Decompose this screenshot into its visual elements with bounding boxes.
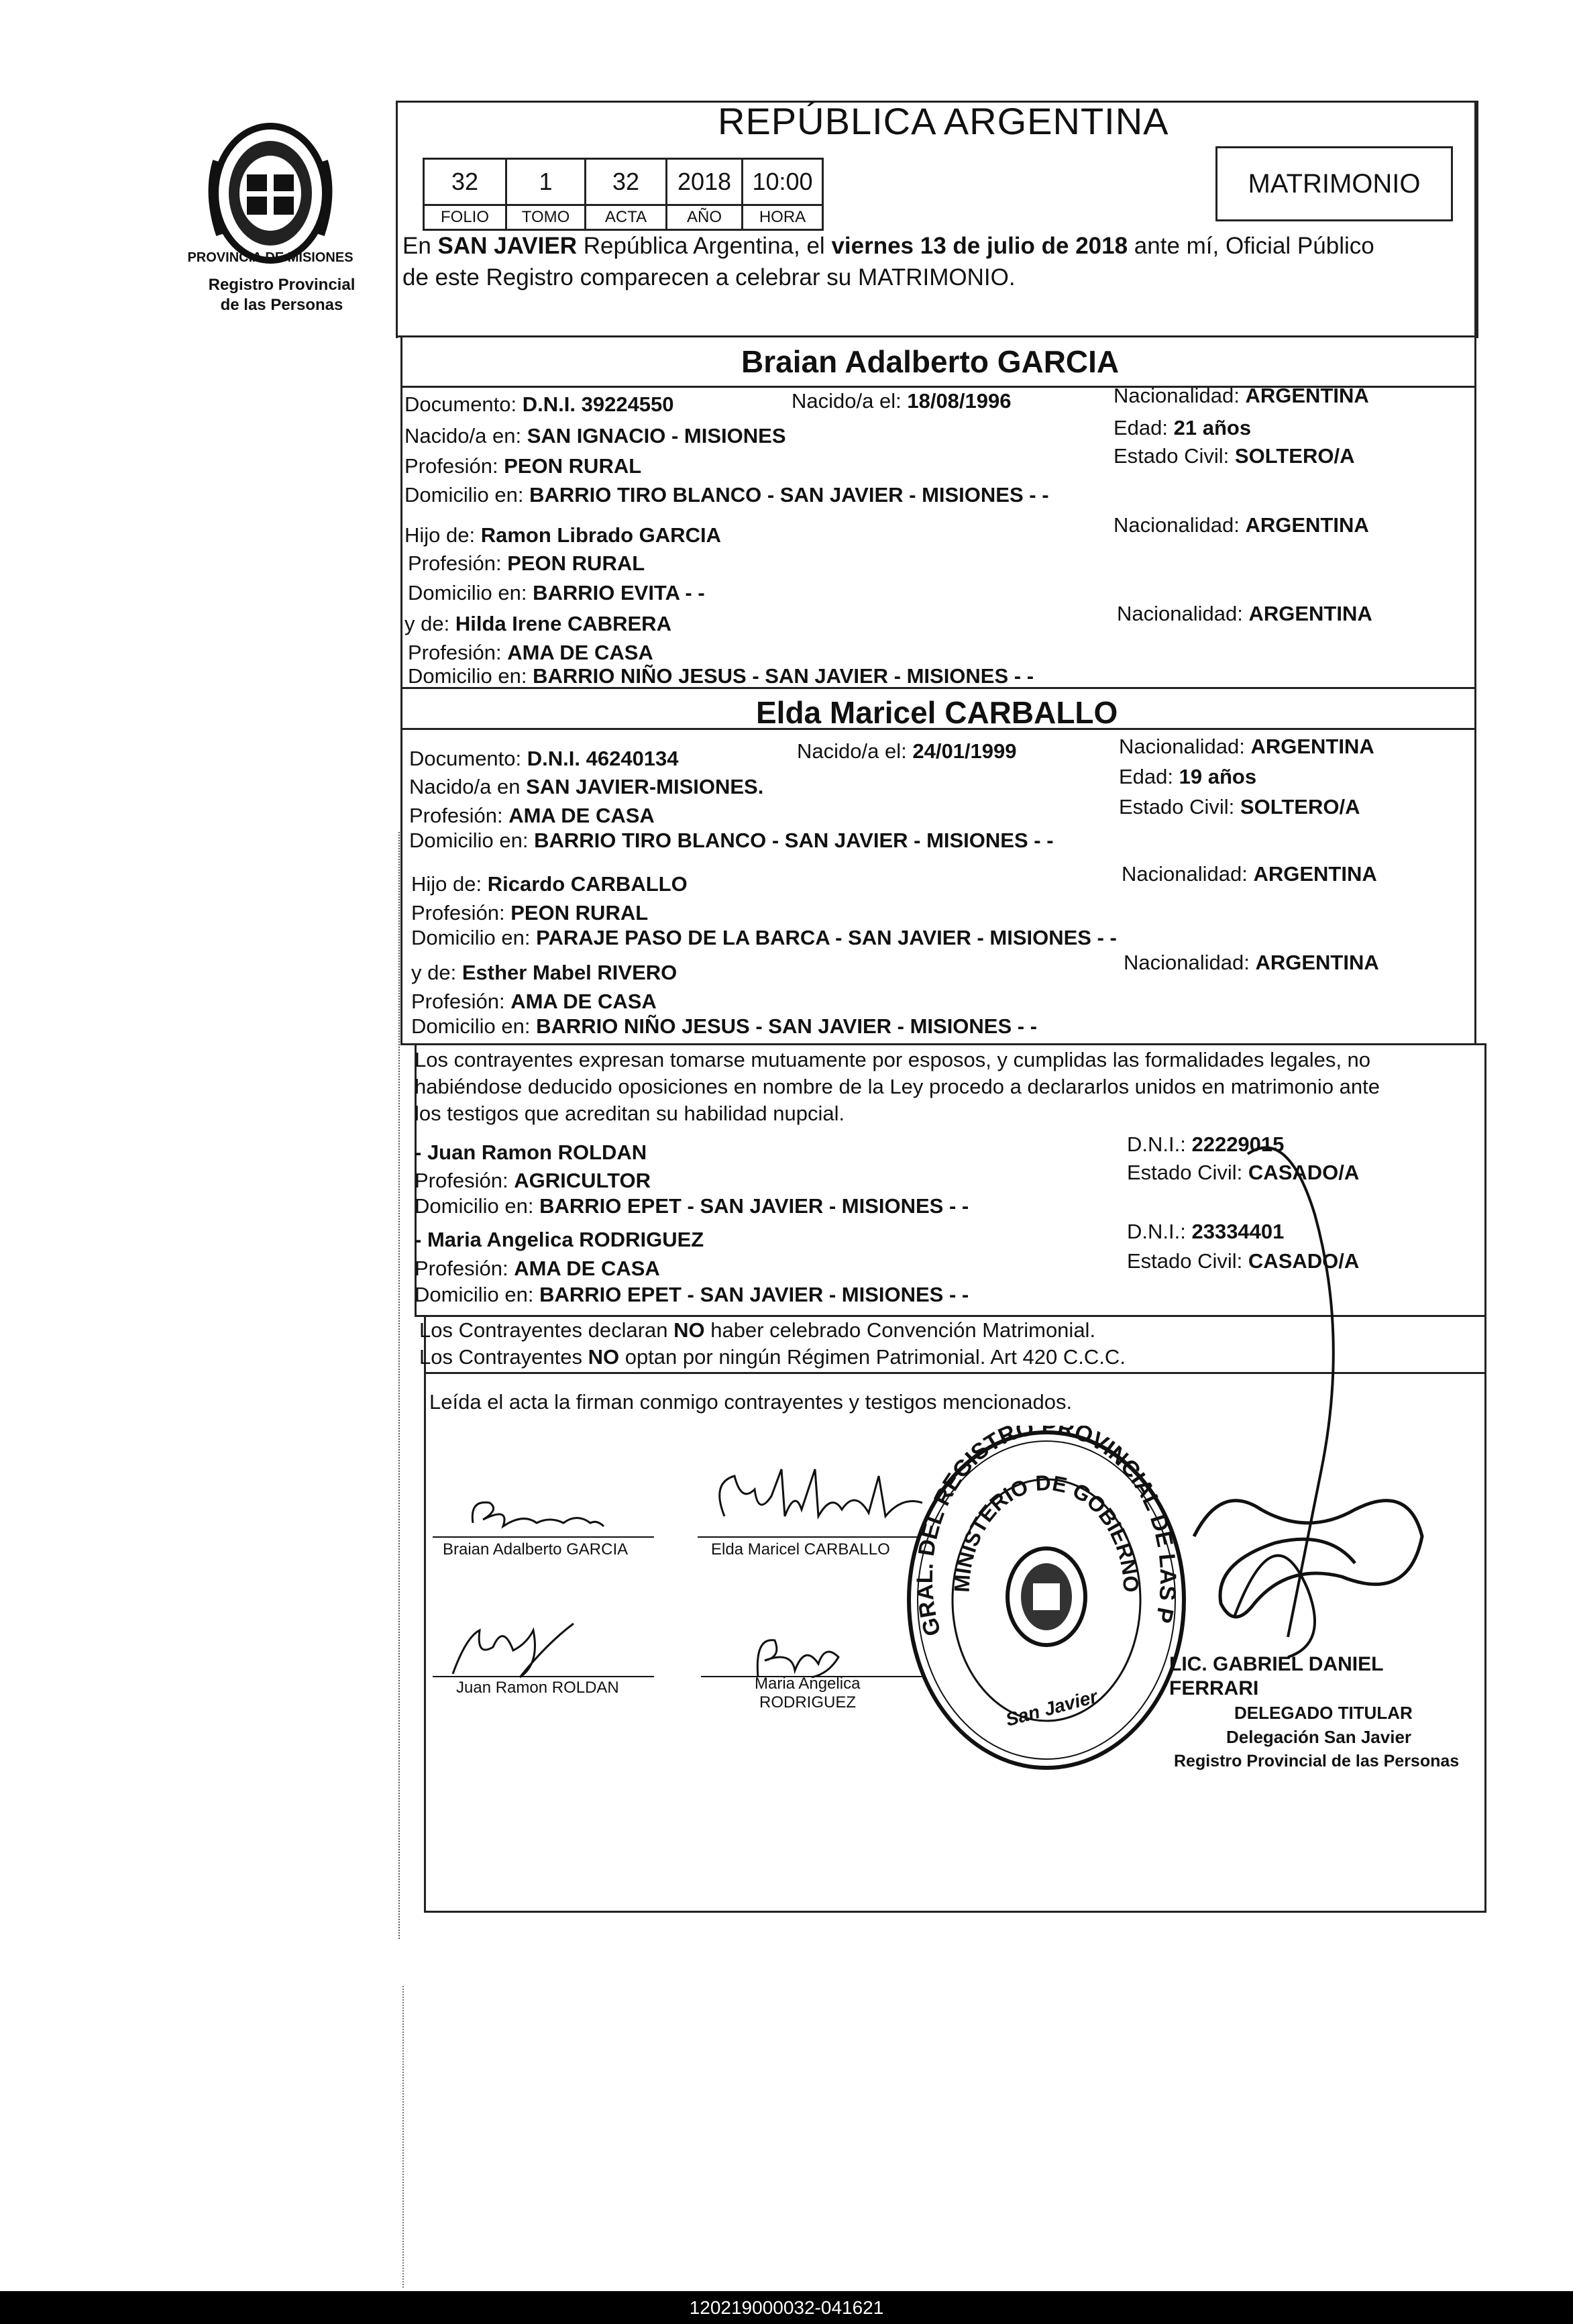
value: SOLTERO/A	[1234, 444, 1355, 468]
label: Hijo de:	[404, 523, 476, 547]
label: Domicilio en:	[409, 829, 529, 852]
official-office: Delegación San Javier	[1226, 1727, 1412, 1747]
official-seal	[899, 1426, 1194, 1775]
official-stamp	[1164, 1652, 1472, 1773]
intro-line2: de este Registro comparecen a celebrar su MATRIMONIO.	[402, 264, 1016, 290]
witness1-signature-label: Juan Ramon ROLDAN	[456, 1679, 619, 1697]
groom-documento	[404, 392, 674, 417]
ano-label: AÑO	[667, 205, 743, 230]
label: Domicilio en:	[404, 483, 524, 507]
bride-profession	[409, 804, 655, 828]
label: Nacido/a en	[409, 775, 521, 798]
groom-mother-address	[408, 664, 1034, 688]
lower-frame-left2	[424, 1315, 426, 1911]
declaration-line2: habiéndose deducido oposiciones en nombre de la Ley procedo a declararlos unidos en matrimonio ante	[415, 1075, 1380, 1098]
value: BARRIO TIRO BLANCO - SAN JAVIER - MISIONES - -	[529, 483, 1049, 507]
value: BARRIO EVITA - -	[533, 581, 705, 604]
act-type-box: MATRIMONIO	[1215, 146, 1453, 221]
bride-address	[409, 829, 1054, 853]
seal-outer-text: GRAL. DEL REGISTRO PROVINCIAL DE LAS P	[912, 1426, 1181, 1639]
label: Domicilio en:	[415, 1194, 534, 1218]
witness2-signature-label1: Maria Angelica	[755, 1675, 861, 1693]
bride-name: Elda Maricel CARBALLO	[756, 695, 1118, 730]
folio-label: FOLIO	[424, 205, 506, 230]
registry-caption-line2: de las Personas	[220, 296, 343, 314]
margin-mark-left	[398, 832, 400, 1939]
label: Estado Civil:	[1127, 1249, 1243, 1273]
label: Nacionalidad:	[1119, 735, 1245, 758]
label: Profesión:	[411, 990, 505, 1013]
bride-signature-line	[698, 1536, 919, 1538]
value: PEON RURAL	[507, 551, 645, 575]
svg-text:PROVINCIA DE MISIONES: PROVINCIA DE MISIONES	[187, 250, 354, 265]
value: SAN IGNACIO - MISIONES	[527, 424, 786, 447]
label: Documento:	[409, 747, 522, 770]
value: CASADO/A	[1248, 1249, 1360, 1273]
label: D.N.I.:	[1127, 1132, 1186, 1156]
label: Profesión:	[411, 901, 505, 925]
value: AMA DE CASA	[508, 804, 655, 827]
value: AMA DE CASA	[507, 641, 653, 664]
label: Estado Civil:	[1114, 444, 1230, 468]
label: Nacido/a el:	[797, 739, 907, 763]
lower-frame-bottom	[424, 1911, 1486, 1913]
main-frame-right	[1474, 101, 1476, 1043]
lower-frame-right	[1484, 1043, 1486, 1911]
folio-value: 32	[424, 159, 506, 205]
value: Ramon Librado GARCIA	[480, 523, 721, 547]
label: Domicilio en:	[411, 926, 531, 949]
value: AGRICULTOR	[514, 1169, 651, 1192]
groom-profession	[404, 454, 641, 478]
text-c: haber celebrado Convención Matrimonial.	[704, 1318, 1096, 1342]
official-signature	[1154, 1134, 1435, 1738]
official-name: LIC. GABRIEL DANIEL FERRARI	[1169, 1653, 1383, 1699]
convention-line2	[419, 1345, 1126, 1369]
value: 21 años	[1173, 416, 1252, 439]
label: Nacido/a en:	[404, 424, 522, 447]
label: Edad:	[1119, 765, 1174, 788]
label: Domicilio en:	[408, 664, 527, 688]
label: Hijo de:	[411, 872, 482, 896]
value: AMA DE CASA	[510, 990, 657, 1013]
label: Edad:	[1114, 416, 1169, 439]
value: 23334401	[1191, 1220, 1285, 1243]
value: SAN JAVIER-MISIONES.	[526, 775, 764, 798]
value: BARRIO NIÑO JESUS - SAN JAVIER - MISIONES - -	[533, 664, 1034, 688]
intro-p1: En	[402, 233, 438, 259]
label: Nacionalidad:	[1124, 951, 1250, 974]
value: 24/01/1999	[912, 739, 1017, 763]
groom-mother-profession	[408, 641, 653, 665]
witness2-profession	[415, 1257, 660, 1281]
official-registry: Registro Provincial de las Personas	[1174, 1752, 1460, 1771]
header-frame-bottom	[396, 335, 1476, 337]
label: Profesión:	[408, 641, 502, 664]
margin-mark-left2	[402, 1986, 404, 2288]
label: Nacionalidad:	[1114, 384, 1240, 407]
label: Nacido/a el:	[792, 389, 902, 413]
groom-nationality	[1114, 384, 1369, 408]
bride-mother	[411, 961, 677, 985]
value: ARGENTINA	[1250, 735, 1374, 758]
seal-inner-text: MINISTERIO DE GOBIERNO	[949, 1470, 1144, 1593]
value: ARGENTINA	[1248, 602, 1372, 625]
witness1-signature-line	[433, 1676, 654, 1677]
label: Profesión:	[408, 551, 502, 575]
groom-signature	[463, 1486, 617, 1540]
value: 18/08/1996	[907, 389, 1012, 413]
value: D.N.I. 46240134	[527, 747, 679, 770]
witness1-profession	[415, 1169, 651, 1193]
value: Esther Mabel RIVERO	[462, 961, 677, 984]
closing-text: Leída el acta la firman conmigo contrayentes y testigos mencionados.	[429, 1390, 1073, 1414]
bride-father-nationality	[1122, 862, 1377, 886]
value: PEON RURAL	[510, 901, 649, 925]
ano-value: 2018	[667, 159, 743, 205]
hora-value: 10:00	[743, 159, 823, 205]
label: Profesión:	[409, 804, 503, 827]
label: Profesión:	[415, 1169, 508, 1192]
groom-mother-nationality	[1117, 602, 1372, 626]
intro-place: SAN JAVIER	[437, 233, 578, 259]
label: Domicilio en:	[408, 581, 527, 604]
acta-label: ACTA	[586, 205, 667, 230]
bride-signature-label: Elda Maricel CARBALLO	[711, 1540, 890, 1559]
tomo-label: TOMO	[506, 205, 586, 230]
witness1-address	[415, 1194, 969, 1218]
intro-p3: ante mí, Oficial Público	[1128, 233, 1374, 259]
label: Documento:	[404, 392, 517, 416]
bride-mother-nationality	[1124, 951, 1379, 975]
official-title: DELEGADO TITULAR	[1234, 1703, 1413, 1723]
registry-caption-line1: Registro Provincial	[208, 276, 356, 294]
groom-civil-status	[1114, 444, 1354, 468]
bride-birth-place	[409, 775, 763, 799]
value: 19 años	[1179, 765, 1257, 788]
label: Domicilio en:	[415, 1283, 534, 1306]
witness1-name: - Juan Ramon ROLDAN	[415, 1141, 647, 1164]
value: BARRIO NIÑO JESUS - SAN JAVIER - MISIONES - -	[536, 1014, 1038, 1038]
label: Estado Civil:	[1127, 1161, 1243, 1184]
value: BARRIO EPET - SAN JAVIER - MISIONES - -	[539, 1194, 969, 1218]
value: PARAJE PASO DE LA BARCA - SAN JAVIER - MISIONES - -	[536, 926, 1117, 949]
groom-father-nationality	[1114, 513, 1369, 537]
witness1-signature	[439, 1610, 600, 1684]
groom-name: Braian Adalberto GARCIA	[741, 344, 1120, 379]
intro-line1	[402, 231, 1374, 261]
label: Nacionalidad:	[1117, 602, 1243, 625]
bride-mother-profession	[411, 990, 657, 1014]
groom-signature-label: Braian Adalberto GARCIA	[443, 1540, 629, 1559]
value: Hilda Irene CABRERA	[455, 612, 671, 635]
text-a: Los Contrayentes declaran	[419, 1318, 674, 1342]
label: Nacionalidad:	[1114, 513, 1240, 537]
text-c: optan por ningún Régimen Patrimonial. Art 420 C.C.C.	[619, 1345, 1126, 1369]
value: Ricardo CARBALLO	[487, 872, 688, 896]
value: 22229015	[1191, 1132, 1285, 1156]
value: AMA DE CASA	[514, 1257, 660, 1280]
groom-father	[404, 523, 721, 547]
label: y de:	[411, 961, 457, 984]
convention-line1	[419, 1318, 1095, 1342]
document-code-bar: 120219000032-041621	[0, 2291, 1573, 2324]
value: D.N.I. 39224550	[522, 392, 674, 416]
bride-documento	[409, 747, 679, 771]
witness2-address	[415, 1283, 969, 1307]
registry-caption	[181, 275, 382, 315]
value: Juan Ramon ROLDAN	[427, 1141, 647, 1164]
seal-bottom-text: San Javier	[1003, 1685, 1100, 1730]
value: BARRIO TIRO BLANCO - SAN JAVIER - MISIONES - -	[534, 829, 1054, 852]
text-b: NO	[588, 1345, 620, 1369]
label: Profesión:	[404, 454, 498, 478]
value: PEON RURAL	[504, 454, 642, 478]
bride-mother-address	[411, 1014, 1037, 1039]
label: y de:	[404, 612, 450, 635]
groom-father-address	[408, 581, 705, 605]
groom-age	[1114, 416, 1251, 440]
bride-civil-status	[1119, 795, 1360, 819]
bride-father-address	[411, 926, 1117, 950]
label: Domicilio en:	[411, 1014, 531, 1038]
text-b: NO	[673, 1318, 705, 1342]
bride-father	[411, 872, 688, 896]
label: Nacionalidad:	[1122, 862, 1248, 886]
bride-nationality	[1119, 735, 1374, 759]
bride-birth-date	[797, 739, 1017, 763]
bride-age	[1119, 765, 1256, 789]
value: ARGENTINA	[1245, 513, 1369, 537]
label: Profesión:	[415, 1257, 508, 1280]
value: SOLTERO/A	[1240, 795, 1360, 818]
label: Estado Civil:	[1119, 795, 1235, 818]
bride-father-profession	[411, 901, 648, 925]
groom-birth-place	[404, 424, 786, 448]
value: BARRIO EPET - SAN JAVIER - MISIONES - -	[539, 1283, 969, 1306]
declaration-line1: Los contrayentes expresan tomarse mutuamente por esposos, y cumplidas las formalidades legales, no	[415, 1048, 1371, 1071]
label: D.N.I.:	[1127, 1220, 1186, 1243]
tomo-value: 1	[506, 159, 586, 205]
province-logo	[187, 121, 354, 268]
groom-signature-line	[433, 1536, 654, 1538]
intro-p2: República Argentina, el	[577, 233, 832, 259]
witness2-name: - Maria Angelica RODRIGUEZ	[415, 1228, 704, 1251]
acta-value: 32	[586, 159, 667, 205]
act-reference-table	[423, 158, 824, 231]
main-frame-left	[400, 335, 402, 1043]
value: Maria Angelica RODRIGUEZ	[427, 1228, 704, 1251]
groom-birth-date	[792, 389, 1012, 413]
intro-date: viernes 13 de julio de 2018	[831, 233, 1128, 259]
declaration-line3: los testigos que acreditan su habilidad nupcial.	[415, 1102, 845, 1125]
text-a: Los Contrayentes	[419, 1345, 588, 1369]
value: ARGENTINA	[1253, 862, 1377, 886]
value: CASADO/A	[1248, 1161, 1360, 1184]
groom-mother	[404, 612, 671, 636]
hora-label: HORA	[743, 205, 823, 230]
witness2-signature-label2: RODRIGUEZ	[759, 1693, 856, 1711]
value: ARGENTINA	[1255, 951, 1379, 974]
groom-father-profession	[408, 551, 645, 576]
groom-address	[404, 483, 1049, 507]
country-title: REPÚBLICA ARGENTINA	[718, 100, 1169, 142]
value: ARGENTINA	[1245, 384, 1369, 407]
